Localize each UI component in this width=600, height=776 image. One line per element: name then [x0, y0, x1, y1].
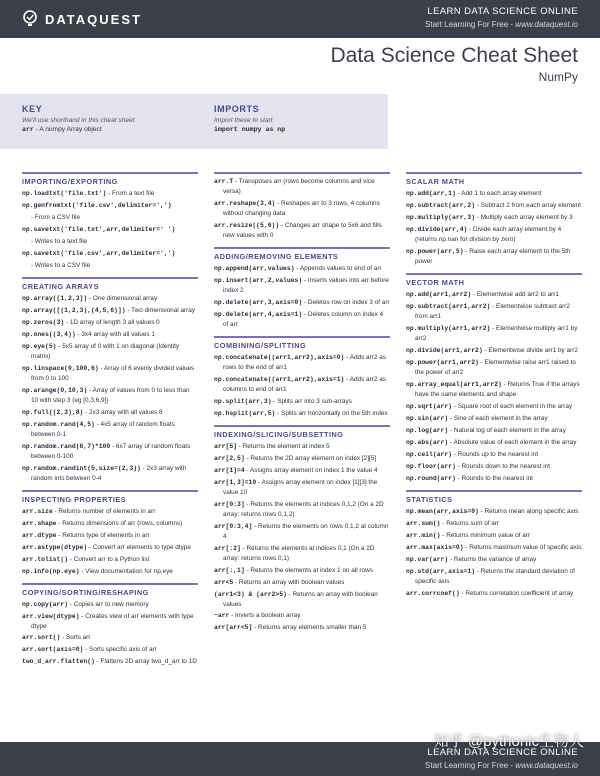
entry-code: np.split(arr,3): [214, 397, 272, 405]
entry-code: np.mean(arr,axis=0): [406, 507, 479, 515]
cheat-entry: [214, 264, 390, 274]
cheat-entry: [214, 397, 390, 407]
entry-description: - 6x7 array of random floats between 0-100: [31, 442, 191, 460]
entry-code: ~arr: [214, 612, 230, 620]
entry-description: - Square root of each element in the array: [452, 402, 573, 410]
header-start-text: Start Learning For Free -: [425, 20, 516, 29]
entry-code: arr.T: [214, 178, 234, 185]
entry-code: np.divide(arr,4): [406, 225, 468, 233]
entry-code: arr.sort(axis=0): [22, 646, 84, 654]
entry-code: arr[1,3]=10: [214, 478, 257, 486]
entry-code: arr[0:3]: [214, 500, 245, 508]
entry-description: - Returns array elements smaller than 5: [252, 624, 367, 632]
entry-code: np.abs(arr): [406, 438, 449, 446]
entry-description: - 4x5 array of random floats between 0-1: [31, 420, 175, 438]
entry-code: np.concatenate((arr1,arr2),axis=1): [214, 375, 345, 383]
entry-description: - Returns an array with boolean values: [223, 590, 378, 608]
cheat-entry: [214, 611, 390, 621]
cheat-entry: [214, 623, 390, 633]
imports-heading: IMPORTS: [214, 104, 260, 114]
entry-code: np.power(arr1,arr2): [406, 358, 479, 366]
section-heading: IMPORTING/EXPORTING: [22, 177, 118, 186]
section: [22, 172, 198, 271]
entry-code: arr.dtype: [22, 531, 57, 539]
entry-description: - Two dimensional array: [125, 306, 196, 314]
entry-code: np.subtract(arr1,arr2): [406, 302, 491, 310]
cheat-entry: [22, 555, 198, 565]
cheat-entry: [214, 590, 390, 610]
entry-code: arr.max(axis=0): [406, 543, 464, 551]
imports-code: import numpy as np: [214, 126, 286, 133]
entry-description: - Flattens 2D array two_d_arr to 1D: [94, 658, 197, 666]
cheat-entry: [22, 213, 198, 223]
cheat-entry: [22, 189, 198, 199]
entry-description: - Elementwise raise arr1 raised to the power of arr2: [415, 358, 576, 376]
header-site-link[interactable]: www.dataquest.io: [515, 20, 578, 29]
cheat-entry: [406, 589, 582, 599]
entry-code: arr[arr<5]: [214, 624, 253, 632]
cheat-entry: [22, 342, 198, 362]
entry-description: - Sorts arr: [60, 634, 91, 642]
entry-code: arr<5: [214, 578, 234, 586]
entry-code: two_d_arr.flatten(): [22, 658, 95, 666]
entry-description: - Add 1 to each array element: [455, 190, 542, 197]
cheat-entry: [22, 237, 198, 247]
cheat-entry: [22, 306, 198, 316]
section: [406, 490, 582, 599]
entry-description: - Multiply each array element by 3: [475, 213, 573, 221]
cheat-entry: [406, 474, 582, 484]
entry-description: - Returns the elements at indices 0,1,2 (On a 2D array: returns rows 0,1,2): [223, 500, 384, 518]
entry-code: np.eye(5): [22, 342, 57, 350]
entry-code: np.full((2,3),8): [22, 408, 84, 416]
entry-code: np.array([(1,2,3),(4,5,6)]): [22, 306, 126, 314]
cheat-entry: [214, 298, 390, 308]
column-3: [406, 172, 582, 605]
column-1: [22, 172, 198, 673]
entry-description: - Deletes column on index 4 of arr: [223, 310, 384, 328]
section-heading: INDEXING/SLICING/SUBSETTING: [214, 429, 344, 439]
entry-description: - Writes to a CSV file: [31, 261, 91, 269]
entry-code: arr[:,1]: [214, 566, 245, 574]
entry-description: - Adds arr2 as columns to end of arr1: [223, 375, 386, 393]
entry-code: arr.sort(): [22, 634, 61, 642]
entry-description: - Splits arr horizontally on the 5th index: [275, 409, 388, 417]
cheat-entry: [22, 408, 198, 418]
cheat-entry: [22, 645, 198, 655]
entry-code: arr.astype(dtype): [22, 543, 88, 551]
entry-code: np.add(arr1,arr2): [406, 290, 472, 298]
section: [22, 490, 198, 577]
cheat-entry: [406, 543, 582, 553]
cheat-entry: [406, 402, 582, 412]
entry-description: - Rounds down to the nearest int: [455, 462, 550, 470]
page-subtitle: NumPy: [538, 70, 578, 84]
entry-description: - Writes to a text file: [31, 237, 88, 245]
section: [406, 172, 582, 267]
key-section: [22, 104, 135, 133]
entry-code: np.divide(arr1,arr2): [406, 346, 483, 354]
entry-description: - From a text file: [106, 190, 155, 197]
entry-code: arr[:2]: [214, 544, 241, 552]
entry-description: - Elementwise subtract arr2 from arr1: [415, 302, 570, 320]
cheat-entry: [406, 189, 582, 199]
section: [214, 172, 390, 241]
cheat-entry: [22, 633, 198, 643]
cheat-entry: [22, 507, 198, 517]
entry-code: arr.view(dtype): [22, 612, 80, 620]
entry-description: - Returns True if the arrays have the same elements and shape: [415, 380, 580, 398]
section-heading: ADDING/REMOVING ELEMENTS: [214, 251, 339, 261]
section: [214, 247, 390, 330]
entry-code: np.add(arr,1): [406, 190, 456, 197]
entry-description: - 2x3 array with all values 8: [83, 408, 163, 416]
entry-description: - Returns dimensions of arr (rows, columns): [56, 519, 183, 527]
entry-description: - Returns maximum value of specific axis: [463, 543, 582, 551]
entry-description: - Raise each array element to the 5th power: [415, 247, 571, 265]
entry-code: np.savetxt('file.txt',arr,delimiter=' '): [22, 225, 176, 233]
entry-code: arr.reshape(3,4): [214, 199, 276, 207]
entry-description: - Array of 6 evenly divided values from 0 to 100: [31, 364, 195, 382]
entry-description: - Returns the elements at index 1 on all rows: [244, 566, 373, 574]
cheat-entry: [22, 386, 198, 406]
entry-description: - Array of values from 0 to less than 10 with step 3 (eg [0,3,6,9]): [31, 386, 190, 404]
cheat-entry: [214, 578, 390, 588]
cheat-entry: [214, 353, 390, 373]
section: [406, 273, 582, 484]
entry-description: - 1D array of length 3 all values 0: [64, 318, 160, 326]
entry-code: np.delete(arr,4,axis=1): [214, 310, 303, 318]
cheat-entry: [406, 346, 582, 356]
header-start-line: [425, 20, 578, 29]
entry-description: - Transposes arr (rows become columns and vice versa): [223, 178, 375, 195]
entry-code: np.ceil(arr): [406, 450, 453, 458]
entry-code: np.power(arr,5): [406, 247, 464, 255]
imports-intro: Import these to start: [214, 117, 273, 124]
entry-description: - Subtract 2 from each array element: [475, 201, 581, 209]
entry-code: arr.corrcoef(): [406, 589, 460, 597]
cheat-entry: [22, 364, 198, 384]
cheat-entry: [22, 519, 198, 529]
cheat-entry: [22, 567, 198, 577]
cheat-entry: [406, 302, 582, 322]
entry-description: - Absolute value of each element in the array: [448, 438, 577, 446]
cheat-entry: [406, 519, 582, 529]
cheat-entry: [22, 543, 198, 553]
cheat-entry: [22, 464, 198, 484]
cheat-entry: [22, 225, 198, 235]
entry-code: np.multiply(arr1,arr2): [406, 324, 491, 332]
entry-description: - Sorts specific axis of arr: [83, 646, 157, 654]
entry-description: - From a CSV file: [31, 213, 81, 221]
cheat-entry: [214, 442, 390, 452]
cheat-entry: [406, 531, 582, 541]
entry-code: arr[2,5]: [214, 454, 245, 462]
entry-code: np.random.randint(5,size=(2,3)): [22, 464, 141, 472]
cheat-entry: [22, 531, 198, 541]
entry-description: - 2x3 array with random ints between 0-4: [31, 464, 187, 482]
entry-code: np.delete(arr,3,axis=0): [214, 298, 303, 306]
entry-description: - Appends values to end of arr: [294, 264, 382, 272]
entry-code: np.arange(0,10,3): [22, 386, 88, 394]
cheat-entry: [406, 213, 582, 223]
section: [214, 425, 390, 634]
footer-site-link[interactable]: www.dataquest.io: [515, 761, 578, 770]
cheat-entry: [214, 522, 390, 542]
header-bar: [0, 0, 600, 38]
entry-code: np.append(arr,values): [214, 264, 295, 272]
entry-code: arr.min(): [406, 531, 441, 539]
entry-code: np.hsplit(arr,5): [214, 409, 276, 417]
cheat-entry: [406, 201, 582, 211]
key-desc: - A numpy Array object: [33, 126, 102, 133]
entry-description: - Assigns array element on index 1 the value 4: [244, 466, 378, 474]
cheat-entry: [22, 657, 198, 667]
entry-code: arr.size: [22, 507, 53, 515]
entry-code: np.sin(arr): [406, 414, 449, 422]
entry-description: - Returns the elements on rows 0,1,2 at column 4: [223, 522, 389, 540]
cheat-entry: [406, 507, 582, 517]
entry-code: np.var(arr): [406, 555, 449, 563]
entry-code: arr.sum(): [406, 519, 441, 527]
cheat-entry: [214, 478, 390, 498]
key-heading: KEY: [22, 104, 43, 114]
section: [214, 336, 390, 419]
cheat-entry: [406, 438, 582, 448]
section-heading: VECTOR MATH: [406, 277, 465, 287]
entry-code: np.ones((3,4)): [22, 330, 76, 338]
cheat-entry: [406, 247, 582, 267]
entry-code: np.array_equal(arr1,arr2): [406, 380, 502, 388]
entry-description: - 5x5 array of 0 with 1 on diagonal (Identity matrix): [31, 342, 180, 360]
key-line: [22, 126, 135, 133]
cheat-entry: [406, 414, 582, 424]
key-intro: We'll use shorthand in this cheat sheet: [22, 117, 135, 124]
entry-code: np.subtract(arr,2): [406, 201, 476, 209]
cheat-entry: [22, 294, 198, 304]
entry-description: - Returns the element at index 5: [237, 442, 330, 450]
entry-description: - Returns an array with boolean values: [233, 578, 345, 586]
cheat-entry: [22, 612, 198, 632]
brand-logo[interactable]: [22, 10, 142, 28]
cheat-entry: [406, 555, 582, 565]
cheat-entry: [406, 380, 582, 400]
cheat-entry: [214, 375, 390, 395]
imports-line: [214, 126, 285, 133]
entry-code: arr.shape: [22, 519, 57, 527]
cheat-entry: [22, 201, 198, 211]
cheat-entry: [214, 199, 390, 219]
entry-code: np.multiply(arr,3): [406, 213, 476, 221]
entry-code: np.linspace(0,100,6): [22, 364, 99, 372]
cheat-entry: [214, 466, 390, 476]
entry-description: - Returns the standard deviation of specific axis: [415, 567, 575, 585]
entry-description: - Returns the variance of array: [448, 555, 537, 563]
entry-description: - Inverts a boolean array: [229, 612, 301, 620]
column-2: [214, 172, 390, 639]
entry-code: np.insert(arr,2,values): [214, 276, 303, 284]
entry-code: arr.tolist(): [22, 555, 69, 563]
entry-description: - Rounds up to the nearest int: [452, 450, 539, 458]
entry-description: - Returns correlation coefficient of array: [459, 589, 574, 597]
cheat-entry: [22, 600, 198, 610]
entry-description: - Returns mean along specific axis: [478, 507, 579, 515]
cheat-entry: [214, 310, 390, 330]
entry-description: - Returns minimum value of arr: [440, 531, 531, 539]
cheat-entry: [22, 420, 198, 440]
section-heading: STATISTICS: [406, 494, 453, 504]
entry-code: (arr1<3) & (arr2>5): [214, 590, 287, 598]
entry-description: - Deletes row on index 3 of arr: [302, 298, 390, 306]
section-heading: SCALAR MATH: [406, 177, 465, 186]
section: [22, 277, 198, 484]
entry-description: - Returns the elements at indices 0,1 (On a 2D array: returns rows 0,1): [223, 544, 375, 562]
entry-description: - Rounds to the nearest int: [455, 474, 533, 482]
entry-description: - Adds arr2 as rows to the end of arr1: [223, 353, 386, 371]
section-heading: INSPECTING PROPERTIES: [22, 494, 127, 504]
entry-description: - Convert arr elements to type dtype: [87, 543, 191, 551]
cheat-entry: [214, 566, 390, 576]
dataquest-logo-icon: [22, 10, 38, 28]
cheat-entry: [406, 426, 582, 436]
page-title: Data Science Cheat Sheet: [330, 44, 578, 67]
cheat-entry: [214, 500, 390, 520]
entry-description: - Convert arr to a Python list: [68, 555, 150, 563]
entry-description: - Returns number of elements in arr: [52, 507, 156, 515]
entry-code: np.genfromtxt('file.csv',delimiter=','): [22, 201, 172, 209]
footer-tagline: LEARN DATA SCIENCE ONLINE: [427, 747, 578, 758]
entry-code: arr[0:3,4]: [214, 522, 253, 530]
entry-code: np.concatenate((arr1,arr2),axis=0): [214, 353, 345, 361]
cheat-entry: [406, 225, 582, 245]
cheat-entry: [406, 450, 582, 460]
footer-start-text: Start Learning For Free -: [425, 761, 516, 770]
cheat-entry: [214, 276, 390, 296]
header-tagline: LEARN DATA SCIENCE ONLINE: [427, 6, 578, 17]
entry-code: np.sqrt(arr): [406, 402, 453, 410]
cheat-entry: [22, 442, 198, 462]
entry-code: np.array([1,2,3]): [22, 294, 88, 302]
cheat-entry: [406, 462, 582, 472]
entry-description: - One dimensional array: [87, 294, 158, 302]
cheat-entry: [406, 358, 582, 378]
entry-code: np.random.rand(6,7)*100: [22, 442, 111, 450]
entry-description: - Elementwise add arr2 to arr1: [471, 290, 559, 298]
entry-description: - Divide each array element by 4 (returns np.nan for division by zero): [415, 225, 562, 243]
entry-code: np.savetxt('file.csv',arr,delimiter=','): [22, 249, 176, 257]
entry-description: - Splits arr into 3 sub-arrays: [271, 397, 352, 405]
entry-description: - Sine of each element in the array: [448, 414, 548, 422]
entry-description: - Copies arr to new memory: [68, 600, 149, 608]
cheat-entry: [214, 409, 390, 419]
cheat-entry: [22, 318, 198, 328]
section-heading: CREATING ARRAYS: [22, 281, 99, 291]
cheat-entry: [22, 330, 198, 340]
entry-code: np.zeros(3): [22, 318, 65, 326]
entry-description: - View documentation for np.eye: [79, 567, 173, 575]
cheat-entry: [22, 261, 198, 271]
entry-code: np.info(np.eye): [22, 567, 80, 575]
entry-description: - Elementwise divide arr1 by arr2: [482, 346, 578, 354]
entry-description: - Natural log of each element in the array: [448, 426, 566, 434]
entry-code: arr.resize((5,6)): [214, 221, 280, 229]
cheat-entry: [406, 567, 582, 587]
entry-code: np.std(arr,axis=1): [406, 567, 476, 575]
cheat-entry: [214, 544, 390, 564]
entry-description: - Changes arr shape to 5x6 and fills new values with 0: [223, 221, 382, 239]
entry-description: - Returns the 2D array element on index [2][5]: [244, 454, 377, 462]
cheat-entry: [406, 290, 582, 300]
watermark: 知乎 @pythonic生物人: [433, 733, 584, 750]
cheat-entry: [214, 177, 390, 197]
entry-description: - Creates view of arr elements with type dtype: [31, 612, 194, 630]
entry-description: - Reshapes arr to 3 rows, 4 columns without changing data: [223, 199, 380, 217]
key-imports-panel: [0, 94, 388, 149]
entry-code: np.loadtxt('file.txt'): [22, 190, 107, 197]
entry-code: arr[1]=4: [214, 466, 245, 474]
entry-code: np.random.rand(4,5): [22, 420, 95, 428]
key-code: arr: [22, 126, 34, 133]
cheat-entry: [22, 249, 198, 259]
entry-description: - Elementwise multiply arr1 by arr2: [415, 324, 578, 342]
footer-start-line: [425, 761, 578, 770]
entry-description: - Assigns array element on index [1][3] the value 10: [223, 478, 378, 496]
imports-section: [214, 104, 285, 133]
entry-description: - Returns type of elements in arr: [56, 531, 150, 539]
entry-code: np.round(arr): [406, 474, 456, 482]
entry-code: arr[5]: [214, 442, 238, 450]
entry-code: np.copy(arr): [22, 600, 69, 608]
section-heading: COMBINING/SPLITTING: [214, 340, 307, 350]
entry-code: np.floor(arr): [406, 462, 456, 470]
section: [22, 583, 198, 668]
entry-description: - Inserts values into arr before index 2: [223, 276, 389, 294]
entry-description: - 3x4 array with all values 1: [75, 330, 155, 338]
cheat-entry: [406, 324, 582, 344]
cheat-entry: [214, 221, 390, 241]
brand-name: DATAQUEST: [45, 11, 142, 27]
section-heading: COPYING/SORTING/RESHAPING: [22, 587, 149, 597]
cheat-entry: [214, 454, 390, 464]
entry-code: np.log(arr): [406, 426, 449, 434]
entry-description: - Returns sum of arr: [440, 519, 500, 527]
